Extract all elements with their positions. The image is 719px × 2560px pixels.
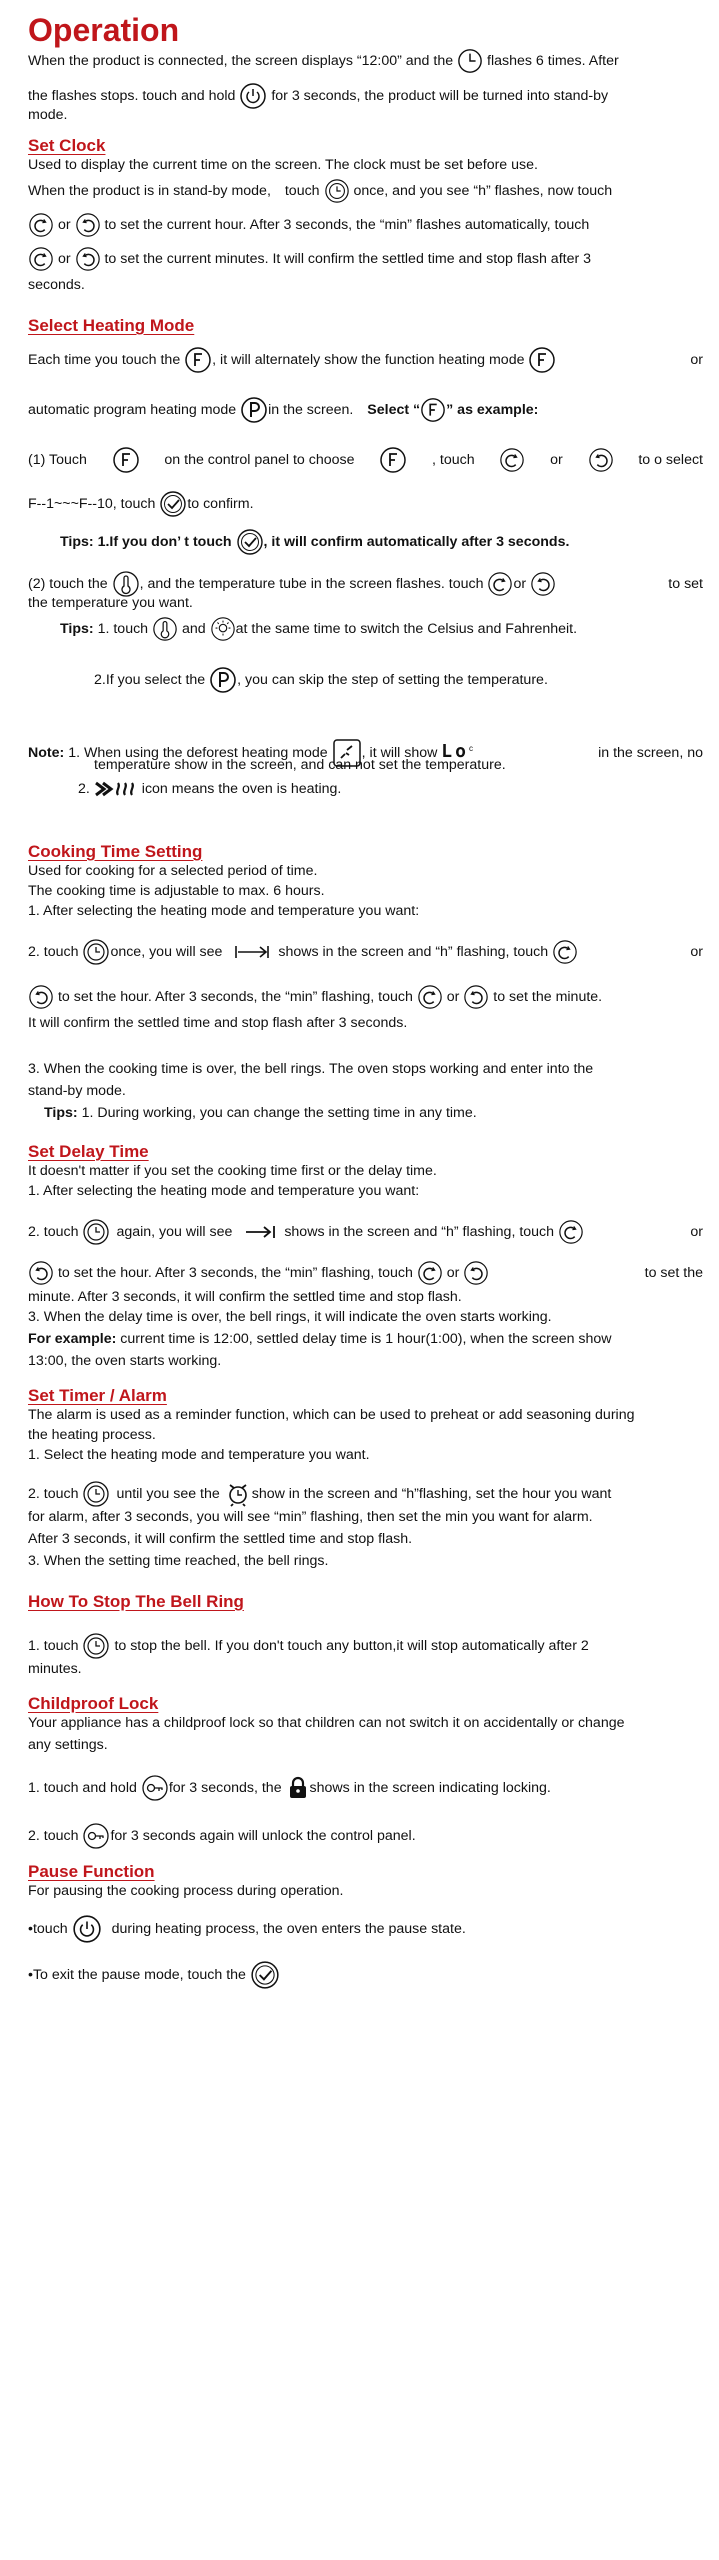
- timer-line: for alarm, after 3 seconds, you will see “min” flashing, then set the min you want for alarm.: [28, 1509, 593, 1525]
- heating-icon: [94, 780, 142, 798]
- f-icon: [420, 397, 446, 423]
- timer-line: The alarm is used as a reminder function, which can be used to preheat or add seasoning during: [28, 1407, 635, 1423]
- delay-line: 2. touch again, you will see shows in the screen and “h” flashing, touch or: [28, 1218, 703, 1246]
- right-arrow-icon: [463, 984, 489, 1010]
- childproof-line: 2. touch for 3 seconds again will unlock the control panel.: [28, 1822, 703, 1850]
- intro-text: the flashes stops. touch and hold: [28, 87, 236, 104]
- set-clock-line: When the product is in stand-by mode, touch once, and you see “h” flashes, now touch: [28, 178, 703, 204]
- childproof-line: Your appliance has a childproof lock so that children can not switch it on accidentally or change: [28, 1715, 625, 1731]
- stop-bell-line: minutes.: [28, 1661, 82, 1677]
- delay-line: 13:00, the oven starts working.: [28, 1353, 222, 1369]
- right-arrow-icon: [28, 1260, 54, 1286]
- pause-heading: Pause Function: [28, 1862, 155, 1881]
- heating-line: the temperature you want.: [28, 595, 193, 611]
- cooking-time-icon: [82, 938, 110, 966]
- intro-text: for 3 seconds, the product will be turned into stand-by: [271, 87, 609, 104]
- lo-display: Lo: [441, 740, 469, 762]
- p-icon: [240, 396, 268, 424]
- timer-line: After 3 seconds, it will confirm the settled time and stop flash.: [28, 1531, 413, 1547]
- left-arrow-icon: [28, 246, 54, 272]
- cooking-time-display-icon: [234, 944, 270, 960]
- heating-tip-1: Tips: 1.If you don’ t touch , it will confirm automatically after 3 seconds.: [60, 528, 569, 556]
- stop-bell-heading: How To Stop The Bell Ring: [28, 1592, 244, 1611]
- heating-line: Each time you touch the , it will alternately show the function heating mode or: [28, 346, 703, 374]
- childproof-line: 1. touch and hold for 3 seconds, the shows in the screen indicating locking.: [28, 1774, 703, 1802]
- cooking-line: Used for cooking for a selected period of time.: [28, 863, 318, 879]
- left-arrow-icon: [552, 939, 578, 965]
- pause-line: For pausing the cooking process during operation.: [28, 1883, 344, 1899]
- f-icon: [112, 446, 140, 474]
- right-arrow-icon: [75, 212, 101, 238]
- cooking-time-icon: [82, 1632, 110, 1660]
- lock-button-icon: [82, 1822, 110, 1850]
- thermometer-icon: [152, 616, 178, 642]
- cooking-line: to set the hour. After 3 seconds, the “min” flashing, touch or to set the minute.: [28, 984, 703, 1010]
- left-arrow-icon: [28, 212, 54, 238]
- cooking-line: It will confirm the settled time and stop flash after 3 seconds.: [28, 1015, 408, 1031]
- note-line: Note: 1. When using the deforest heating mode , it will show Lo$^c$ in the screen, no: [28, 738, 703, 768]
- p-icon: [209, 666, 237, 694]
- left-arrow-icon: [499, 447, 525, 473]
- clock-icon: [457, 48, 483, 74]
- check-icon: [159, 490, 187, 518]
- cooking-line: stand-by mode.: [28, 1083, 126, 1099]
- pause-line: •To exit the pause mode, touch the: [28, 1960, 703, 1990]
- check-icon: [250, 1960, 280, 1990]
- pause-line: •touch during heating process, the oven enters the pause state.: [28, 1914, 703, 1944]
- timer-line: 2. touch until you see the show in the screen and “h”flashing, set the hour you want: [28, 1480, 703, 1508]
- check-icon: [236, 528, 264, 556]
- cooking-time-icon: [82, 1480, 110, 1508]
- right-arrow-icon: [75, 246, 101, 272]
- left-arrow-icon: [417, 1260, 443, 1286]
- heating-tip-3: 2.If you select the , you can skip the step of setting the temperature.: [94, 666, 548, 694]
- delay-time-heading: Set Delay Time: [28, 1142, 149, 1161]
- timer-alarm-heading: Set Timer / Alarm: [28, 1386, 167, 1405]
- f-icon: [379, 446, 407, 474]
- delay-line: 3. When the delay time is over, the bell rings, it will indicate the oven starts working.: [28, 1309, 552, 1325]
- page-title: Operation: [28, 12, 180, 48]
- alarm-clock-icon: [224, 1480, 252, 1508]
- stop-bell-line: 1. touch to stop the bell. If you don't touch any button,it will stop automatically after 2: [28, 1632, 703, 1660]
- heating-line: (2) touch the , and the temperature tube in the screen flashes. touch or to set: [28, 570, 703, 598]
- childproof-line: any settings.: [28, 1737, 108, 1753]
- power-icon: [72, 1914, 102, 1944]
- delay-icon: [244, 1224, 276, 1240]
- cooking-tip: Tips: 1. During working, you can change the setting time in any time.: [44, 1105, 477, 1121]
- cooking-line: 2. touch once, you will see shows in the screen and “h” flashing, touch or: [28, 938, 703, 966]
- right-arrow-icon: [28, 984, 54, 1010]
- set-clock-line: or to set the current minutes. It will confirm the settled time and stop flash after 3: [28, 246, 703, 272]
- light-icon: [210, 616, 236, 642]
- intro-text: and the: [405, 52, 454, 69]
- cooking-time-heading: Cooking Time Setting: [28, 842, 203, 861]
- set-clock-line: Used to display the current time on the screen. The clock must be set before use.: [28, 157, 538, 173]
- note-line: 2. icon means the oven is heating.: [78, 781, 342, 797]
- f-icon: [528, 346, 556, 374]
- lock-icon: [286, 1776, 310, 1800]
- heating-line: automatic program heating mode in the screen. Select “ ” as example:: [28, 396, 703, 424]
- set-clock-line: seconds.: [28, 277, 85, 293]
- timer-line: 1. Select the heating mode and temperature you want.: [28, 1447, 370, 1463]
- timer-line: the heating process.: [28, 1427, 156, 1443]
- delay-line: For example: current time is 12:00, settled delay time is 1 hour(1:00), when the screen show: [28, 1331, 612, 1347]
- set-clock-heading: Set Clock: [28, 136, 106, 155]
- delay-line: 1. After selecting the heating mode and temperature you want:: [28, 1183, 420, 1199]
- intro-line-1: [28, 48, 703, 74]
- left-arrow-icon: [417, 984, 443, 1010]
- cooking-line: 3. When the cooking time is over, the bell rings. The oven stops working and enter into the: [28, 1061, 594, 1077]
- f-icon: [184, 346, 212, 374]
- childproof-heading: Childproof Lock: [28, 1694, 159, 1713]
- right-arrow-icon: [463, 1260, 489, 1286]
- intro-text: flashes 6 times. After: [487, 52, 619, 69]
- cooking-time-icon: [82, 1218, 110, 1246]
- left-arrow-icon: [558, 1219, 584, 1245]
- right-arrow-icon: [588, 447, 614, 473]
- delay-line: to set the hour. After 3 seconds, the “min” flashing, touch or to set the: [28, 1260, 703, 1286]
- timer-line: 3. When the setting time reached, the bell rings.: [28, 1553, 329, 1569]
- note-line: temperature show in the screen, and can not set the temperature.: [94, 757, 506, 773]
- cooking-line: 1. After selecting the heating mode and temperature you want:: [28, 903, 420, 919]
- intro-clock-text: “12:00”: [356, 52, 402, 69]
- delay-line: It doesn't matter if you set the cooking time first or the delay time.: [28, 1163, 437, 1179]
- heating-tip-2: Tips: 1. touch and at the same time to switch the Celsius and Fahrenheit.: [60, 616, 577, 642]
- intro-line-3: mode.: [28, 107, 68, 123]
- heating-line: (1) Touch on the control panel to choose , touch or to o select: [28, 446, 703, 474]
- lock-button-icon: [141, 1774, 169, 1802]
- heating-mode-heading: Select Heating Mode: [28, 316, 195, 335]
- clock-button-icon: [324, 178, 350, 204]
- intro-text: When the product is connected, the screen displays: [28, 52, 353, 69]
- cooking-line: The cooking time is adjustable to max. 6 hours.: [28, 883, 325, 899]
- delay-line: minute. After 3 seconds, it will confirm the settled time and stop flash.: [28, 1289, 462, 1305]
- set-clock-line: or to set the current hour. After 3 seconds, the “min” flashes automatically, touch: [28, 212, 703, 238]
- heating-line: F--1~~~F--10, touch to confirm.: [28, 490, 703, 518]
